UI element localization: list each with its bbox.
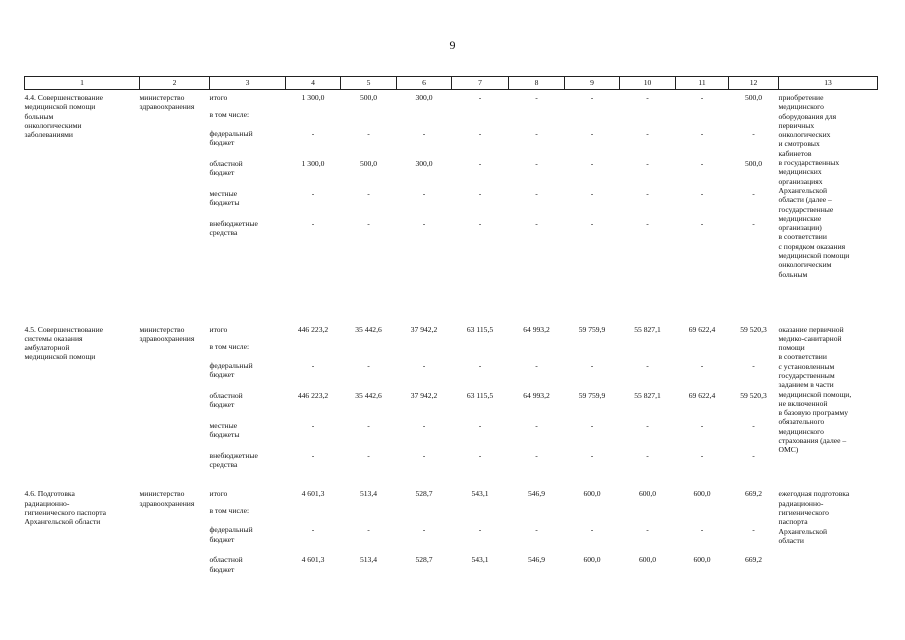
value-cell: - bbox=[535, 93, 538, 102]
value-cell: 600,0 bbox=[583, 489, 601, 499]
expected-result-line: с порядком оказания bbox=[778, 241, 846, 251]
value-cell: 669,2 bbox=[744, 555, 763, 565]
value-cell: - bbox=[752, 420, 755, 430]
funding-source-label bbox=[210, 506, 250, 515]
value-cell: - bbox=[367, 360, 370, 370]
value-cell: - bbox=[367, 129, 370, 138]
value-cell: - bbox=[590, 189, 594, 198]
funding-source-label bbox=[210, 325, 228, 334]
value-cell: 55 827,1 bbox=[634, 390, 661, 400]
value-cell: 37 942,2 bbox=[410, 324, 438, 334]
value-cell: - bbox=[752, 360, 755, 370]
value-cell: 528,7 bbox=[415, 489, 433, 499]
funding-source-label bbox=[210, 93, 228, 102]
value-cell: - bbox=[700, 525, 704, 535]
executor-line: министерство bbox=[139, 93, 185, 102]
expected-result-line: ОМС) bbox=[778, 445, 799, 455]
value-cell: 543,1 bbox=[471, 555, 489, 565]
expected-result-line: медицинской помощи bbox=[778, 251, 850, 261]
value-column-6 bbox=[397, 473, 452, 578]
executor bbox=[140, 473, 210, 578]
value-column-11 bbox=[676, 283, 729, 474]
value-cell: - bbox=[535, 219, 538, 228]
value-cell: - bbox=[422, 219, 426, 228]
funding-source-label-line: бюджет bbox=[209, 369, 235, 379]
column-number-1: 1 bbox=[25, 77, 140, 90]
value-cell: - bbox=[367, 420, 370, 430]
value-cell: - bbox=[590, 93, 594, 102]
measure-title bbox=[25, 90, 140, 283]
funding-source-label bbox=[210, 189, 240, 208]
value-cell: - bbox=[752, 129, 755, 138]
expected-result-line: медицинских bbox=[778, 167, 822, 177]
value-column-12 bbox=[729, 90, 779, 283]
value-cell: - bbox=[646, 420, 649, 430]
value-column-10 bbox=[620, 90, 676, 283]
value-cell: 513,4 bbox=[359, 489, 378, 499]
value-cell: - bbox=[422, 189, 426, 198]
value-column-11 bbox=[676, 90, 729, 283]
funding-source-label bbox=[210, 451, 258, 470]
measure-title-line: Архангельской области bbox=[24, 517, 101, 527]
value-column-4 bbox=[286, 283, 341, 474]
value-cell: - bbox=[422, 525, 426, 535]
value-cell: 600,0 bbox=[693, 555, 711, 565]
value-cell: - bbox=[478, 159, 482, 168]
value-cell: - bbox=[646, 219, 649, 228]
measure-title-line: медицинской помощи bbox=[24, 102, 96, 112]
funding-source-label bbox=[210, 110, 250, 119]
expected-result-line: государственные bbox=[778, 204, 834, 214]
value-column-7 bbox=[452, 283, 509, 474]
value-cell: - bbox=[752, 450, 755, 460]
expected-result-line: в соответствии bbox=[778, 352, 827, 362]
section-row bbox=[25, 473, 878, 578]
column-number-5: 5 bbox=[341, 77, 397, 90]
value-cell: - bbox=[535, 159, 538, 168]
value-cell: 59 759,9 bbox=[578, 390, 606, 400]
expected-result bbox=[779, 473, 878, 578]
expected-result-line: помощи bbox=[778, 343, 805, 353]
value-cell: 4 601,3 bbox=[301, 555, 325, 565]
executor-line: здравоохранения bbox=[139, 102, 195, 112]
value-cell: - bbox=[590, 525, 594, 535]
funding-source-label-line: федеральный bbox=[209, 129, 253, 138]
value-cell: 300,0 bbox=[415, 93, 433, 102]
value-cell: - bbox=[311, 129, 315, 138]
funding-source-label-line: бюджет bbox=[209, 534, 235, 544]
value-column-5 bbox=[341, 473, 397, 578]
value-cell: - bbox=[367, 219, 370, 228]
value-cell: - bbox=[478, 219, 482, 228]
value-cell: - bbox=[422, 420, 426, 430]
funding-source-label-line: итого bbox=[209, 324, 228, 334]
column-number-4: 4 bbox=[286, 77, 341, 90]
funding-source-label bbox=[210, 361, 253, 380]
value-cell: - bbox=[422, 360, 426, 370]
value-cell: 546,9 bbox=[527, 489, 546, 499]
measure-title-line: медицинской помощи bbox=[24, 352, 96, 362]
expected-result-line: кабинетов bbox=[778, 148, 812, 158]
expected-result bbox=[779, 90, 878, 283]
value-cell: 600,0 bbox=[583, 555, 601, 565]
expected-result-line: паспорта bbox=[778, 517, 808, 527]
funding-source-label-line: областной bbox=[209, 159, 243, 168]
value-cell: - bbox=[752, 219, 755, 228]
value-cell: - bbox=[535, 450, 538, 460]
value-cell: - bbox=[367, 189, 370, 198]
value-cell: - bbox=[590, 450, 594, 460]
value-cell: 500,0 bbox=[359, 159, 378, 168]
value-cell: 446 223,2 bbox=[297, 390, 329, 400]
funding-source-label-line: бюджет bbox=[209, 168, 235, 178]
expected-result-line: страхования (далее – bbox=[778, 436, 847, 446]
measure-title-line: 4.6. Подготовка bbox=[24, 489, 75, 499]
value-cell: 55 827,1 bbox=[634, 324, 661, 334]
value-cell: - bbox=[646, 360, 649, 370]
value-cell: 600,0 bbox=[638, 555, 657, 565]
funding-source-label bbox=[210, 555, 243, 574]
value-cell: 4 601,3 bbox=[301, 489, 325, 499]
value-cell: - bbox=[311, 450, 315, 460]
expected-result-line: не включенной bbox=[778, 398, 828, 408]
value-cell: - bbox=[700, 129, 704, 138]
measure-title-line: онкологическими bbox=[24, 120, 82, 130]
expected-result-line: медицинской помощи, bbox=[778, 389, 852, 399]
expected-result-line: в базовую программу bbox=[778, 408, 849, 418]
funding-source-label-line: внебюджетные bbox=[209, 450, 258, 460]
expected-result bbox=[779, 283, 878, 474]
value-column-9 bbox=[565, 473, 620, 578]
expected-result-line: больным bbox=[778, 269, 808, 279]
funding-source-label-line: бюджет bbox=[209, 138, 235, 148]
funding-sources bbox=[210, 283, 286, 474]
value-cell: - bbox=[478, 525, 482, 535]
value-cell: - bbox=[700, 420, 704, 430]
expected-result-line: в соответствии bbox=[778, 232, 827, 242]
funding-source-label-line: внебюджетные bbox=[209, 219, 258, 228]
value-cell: 69 622,4 bbox=[688, 324, 716, 334]
funding-source-label-line: местные bbox=[209, 189, 238, 198]
value-cell: - bbox=[478, 93, 482, 102]
funding-source-label-line: итого bbox=[209, 489, 228, 499]
expected-result-line: медико-санитарной bbox=[778, 333, 842, 343]
value-cell: 63 115,5 bbox=[466, 324, 494, 334]
value-cell: - bbox=[700, 219, 704, 228]
expected-result-line: и смотровых bbox=[778, 139, 820, 149]
measure-title-line: 4.4. Совершенствование bbox=[24, 93, 104, 102]
value-column-12 bbox=[729, 473, 779, 578]
value-cell: 64 993,2 bbox=[523, 390, 550, 400]
funding-source-label-line: итого bbox=[209, 93, 228, 102]
funding-source-label bbox=[210, 159, 243, 178]
measure-title-line: 4.5. Совершенствование bbox=[24, 324, 104, 334]
value-cell: - bbox=[646, 93, 649, 102]
value-cell: - bbox=[590, 219, 594, 228]
measure-title-line: заболеваниями bbox=[24, 130, 73, 140]
measure-title-line: радиационно- bbox=[24, 498, 70, 508]
value-cell: - bbox=[646, 159, 649, 168]
column-number-9: 9 bbox=[565, 77, 620, 90]
column-number-12: 12 bbox=[729, 77, 779, 90]
section-row bbox=[25, 283, 878, 474]
value-cell: 600,0 bbox=[638, 489, 657, 499]
funding-source-label-line: в том числе: bbox=[209, 341, 250, 351]
value-cell: - bbox=[700, 360, 704, 370]
value-cell: - bbox=[646, 525, 649, 535]
column-number-8: 8 bbox=[509, 77, 565, 90]
value-cell: - bbox=[367, 450, 370, 460]
funding-source-label-line: бюджеты bbox=[209, 198, 240, 208]
funding-source-label bbox=[210, 489, 228, 498]
value-cell: - bbox=[700, 189, 704, 198]
value-cell: 446 223,2 bbox=[297, 324, 329, 334]
value-cell: - bbox=[646, 189, 649, 198]
value-cell: 1 300,0 bbox=[301, 93, 325, 102]
value-cell: 500,0 bbox=[359, 93, 378, 102]
value-cell: - bbox=[535, 420, 538, 430]
value-cell: - bbox=[311, 420, 315, 430]
value-cell: 35 442,6 bbox=[355, 390, 382, 400]
funding-sources bbox=[210, 473, 286, 578]
value-cell: - bbox=[478, 189, 482, 198]
value-column-7 bbox=[452, 473, 509, 578]
executor-line: министерство bbox=[139, 489, 185, 499]
value-cell: - bbox=[311, 219, 315, 228]
value-cell: - bbox=[478, 450, 482, 460]
funding-source-label-line: бюджеты bbox=[209, 429, 240, 439]
column-number-13: 13 bbox=[779, 77, 878, 90]
expected-result-line: медицинского bbox=[778, 426, 824, 436]
column-number-11: 11 bbox=[676, 77, 729, 90]
executor-line: здравоохранения bbox=[139, 333, 195, 343]
value-cell: - bbox=[590, 420, 594, 430]
expected-result-line: оказание первичной bbox=[778, 324, 844, 334]
measure-title-line: гигиенического паспорта bbox=[24, 508, 106, 518]
budget-table bbox=[24, 76, 878, 578]
measure-title bbox=[25, 283, 140, 474]
funding-source-label bbox=[210, 219, 258, 238]
executor-line: министерство bbox=[139, 324, 185, 334]
value-cell: 1 300,0 bbox=[301, 159, 325, 168]
value-cell: - bbox=[646, 450, 649, 460]
value-cell: 35 442,6 bbox=[355, 324, 382, 334]
value-column-10 bbox=[620, 283, 676, 474]
value-cell: - bbox=[311, 525, 315, 535]
value-column-11 bbox=[676, 473, 729, 578]
funding-sources bbox=[210, 90, 286, 283]
expected-result-line: ежегодная подготовка bbox=[778, 489, 850, 499]
value-column-5 bbox=[341, 283, 397, 474]
expected-result-line: области (далее – bbox=[778, 195, 832, 205]
value-cell: 37 942,2 bbox=[410, 390, 438, 400]
column-number-2: 2 bbox=[140, 77, 210, 90]
value-column-8 bbox=[509, 473, 565, 578]
expected-result-line: в государственных bbox=[778, 158, 840, 168]
expected-result-line: организациях bbox=[778, 176, 823, 186]
value-column-12 bbox=[729, 283, 779, 474]
funding-source-label-line: бюджет bbox=[209, 399, 235, 409]
column-number-6: 6 bbox=[397, 77, 452, 90]
section-row bbox=[25, 90, 878, 283]
column-number-7: 7 bbox=[452, 77, 509, 90]
executor bbox=[140, 90, 210, 283]
funding-source-label-line: областной bbox=[209, 390, 243, 400]
executor bbox=[140, 283, 210, 474]
expected-result-line: с установленным bbox=[778, 361, 835, 371]
expected-result-line: государственным bbox=[778, 370, 835, 380]
value-cell: - bbox=[478, 129, 482, 138]
column-number-row bbox=[25, 77, 878, 90]
value-column-9 bbox=[565, 283, 620, 474]
value-cell: - bbox=[535, 525, 538, 535]
value-cell: - bbox=[590, 159, 594, 168]
value-column-7 bbox=[452, 90, 509, 283]
page-number: 9 bbox=[449, 38, 456, 52]
value-column-4 bbox=[286, 90, 341, 283]
column-number-10: 10 bbox=[620, 77, 676, 90]
value-cell: - bbox=[752, 189, 755, 198]
value-column-4 bbox=[286, 473, 341, 578]
measure-title-line: больным bbox=[24, 111, 54, 121]
value-cell: - bbox=[752, 525, 755, 535]
value-cell: 500,0 bbox=[744, 93, 763, 102]
funding-source-label-line: в том числе: bbox=[209, 110, 250, 119]
measure-title bbox=[25, 473, 140, 578]
value-cell: - bbox=[535, 189, 538, 198]
value-cell: 543,1 bbox=[471, 489, 489, 499]
value-cell: - bbox=[478, 360, 482, 370]
measure-title-line: амбулаторной bbox=[24, 343, 70, 353]
value-cell: - bbox=[422, 129, 426, 138]
funding-source-label bbox=[210, 129, 253, 148]
expected-result-line: гигиенического bbox=[778, 508, 829, 518]
expected-result-line: обязательного bbox=[778, 417, 825, 427]
value-cell: - bbox=[590, 360, 594, 370]
expected-result-line: заданием в части bbox=[778, 380, 834, 390]
value-column-6 bbox=[397, 90, 452, 283]
value-cell: 59 520,3 bbox=[740, 324, 767, 334]
value-cell: 59 759,9 bbox=[578, 324, 606, 334]
funding-source-label-line: в том числе: bbox=[209, 506, 250, 516]
value-cell: 669,2 bbox=[744, 489, 763, 499]
value-cell: - bbox=[311, 360, 315, 370]
funding-source-label-line: местные bbox=[209, 420, 238, 430]
funding-source-label-line: федеральный bbox=[209, 360, 253, 370]
value-cell: - bbox=[700, 159, 704, 168]
value-cell: - bbox=[700, 93, 704, 102]
funding-source-label bbox=[210, 391, 243, 410]
value-cell: - bbox=[535, 129, 538, 138]
value-cell: 64 993,2 bbox=[523, 324, 550, 334]
funding-source-label-line: средства bbox=[209, 228, 238, 238]
value-column-6 bbox=[397, 283, 452, 474]
funding-source-label-line: бюджет bbox=[209, 564, 235, 574]
funding-source-label-line: средства bbox=[209, 459, 238, 469]
value-column-5 bbox=[341, 90, 397, 283]
column-number-3: 3 bbox=[210, 77, 286, 90]
expected-result-line: Архангельской bbox=[778, 185, 828, 195]
value-cell: - bbox=[646, 129, 649, 138]
funding-source-label bbox=[210, 342, 250, 351]
value-column-9 bbox=[565, 90, 620, 283]
value-column-8 bbox=[509, 283, 565, 474]
expected-result-line: Архангельской bbox=[778, 526, 828, 536]
expected-result-line: медицинского bbox=[778, 102, 824, 112]
value-cell: - bbox=[422, 450, 426, 460]
funding-source-label bbox=[210, 421, 240, 440]
expected-result-line: медицинские bbox=[778, 213, 822, 223]
value-cell: - bbox=[311, 189, 315, 198]
expected-result-line: организации) bbox=[778, 223, 822, 233]
expected-result-line: приобретение bbox=[778, 93, 824, 102]
value-cell: 300,0 bbox=[415, 159, 433, 168]
value-cell: - bbox=[590, 129, 594, 138]
value-cell: - bbox=[478, 420, 482, 430]
value-column-8 bbox=[509, 90, 565, 283]
value-cell: 69 622,4 bbox=[688, 390, 716, 400]
expected-result-line: онкологическим bbox=[778, 260, 832, 270]
value-column-10 bbox=[620, 473, 676, 578]
value-cell: - bbox=[367, 525, 370, 535]
expected-result-line: оборудования для bbox=[778, 111, 837, 121]
value-cell: - bbox=[535, 360, 538, 370]
value-cell: 500,0 bbox=[744, 159, 763, 168]
value-cell: 528,7 bbox=[415, 555, 433, 565]
funding-source-label bbox=[210, 525, 253, 544]
value-cell: 546,9 bbox=[527, 555, 546, 565]
measure-title-line: системы оказания bbox=[24, 333, 83, 343]
expected-result-line: первичных bbox=[778, 120, 815, 130]
executor-line: здравоохранения bbox=[139, 498, 195, 508]
expected-result-line: онкологических bbox=[778, 130, 831, 140]
funding-source-label-line: областной bbox=[209, 555, 243, 565]
value-cell: - bbox=[700, 450, 704, 460]
expected-result-line: радиационно- bbox=[778, 498, 824, 508]
value-cell: 59 520,3 bbox=[740, 390, 767, 400]
value-cell: 513,4 bbox=[359, 555, 378, 565]
value-cell: 600,0 bbox=[693, 489, 711, 499]
funding-source-label-line: федеральный bbox=[209, 525, 253, 535]
expected-result-line: области bbox=[778, 535, 804, 545]
value-cell: 63 115,5 bbox=[466, 390, 494, 400]
